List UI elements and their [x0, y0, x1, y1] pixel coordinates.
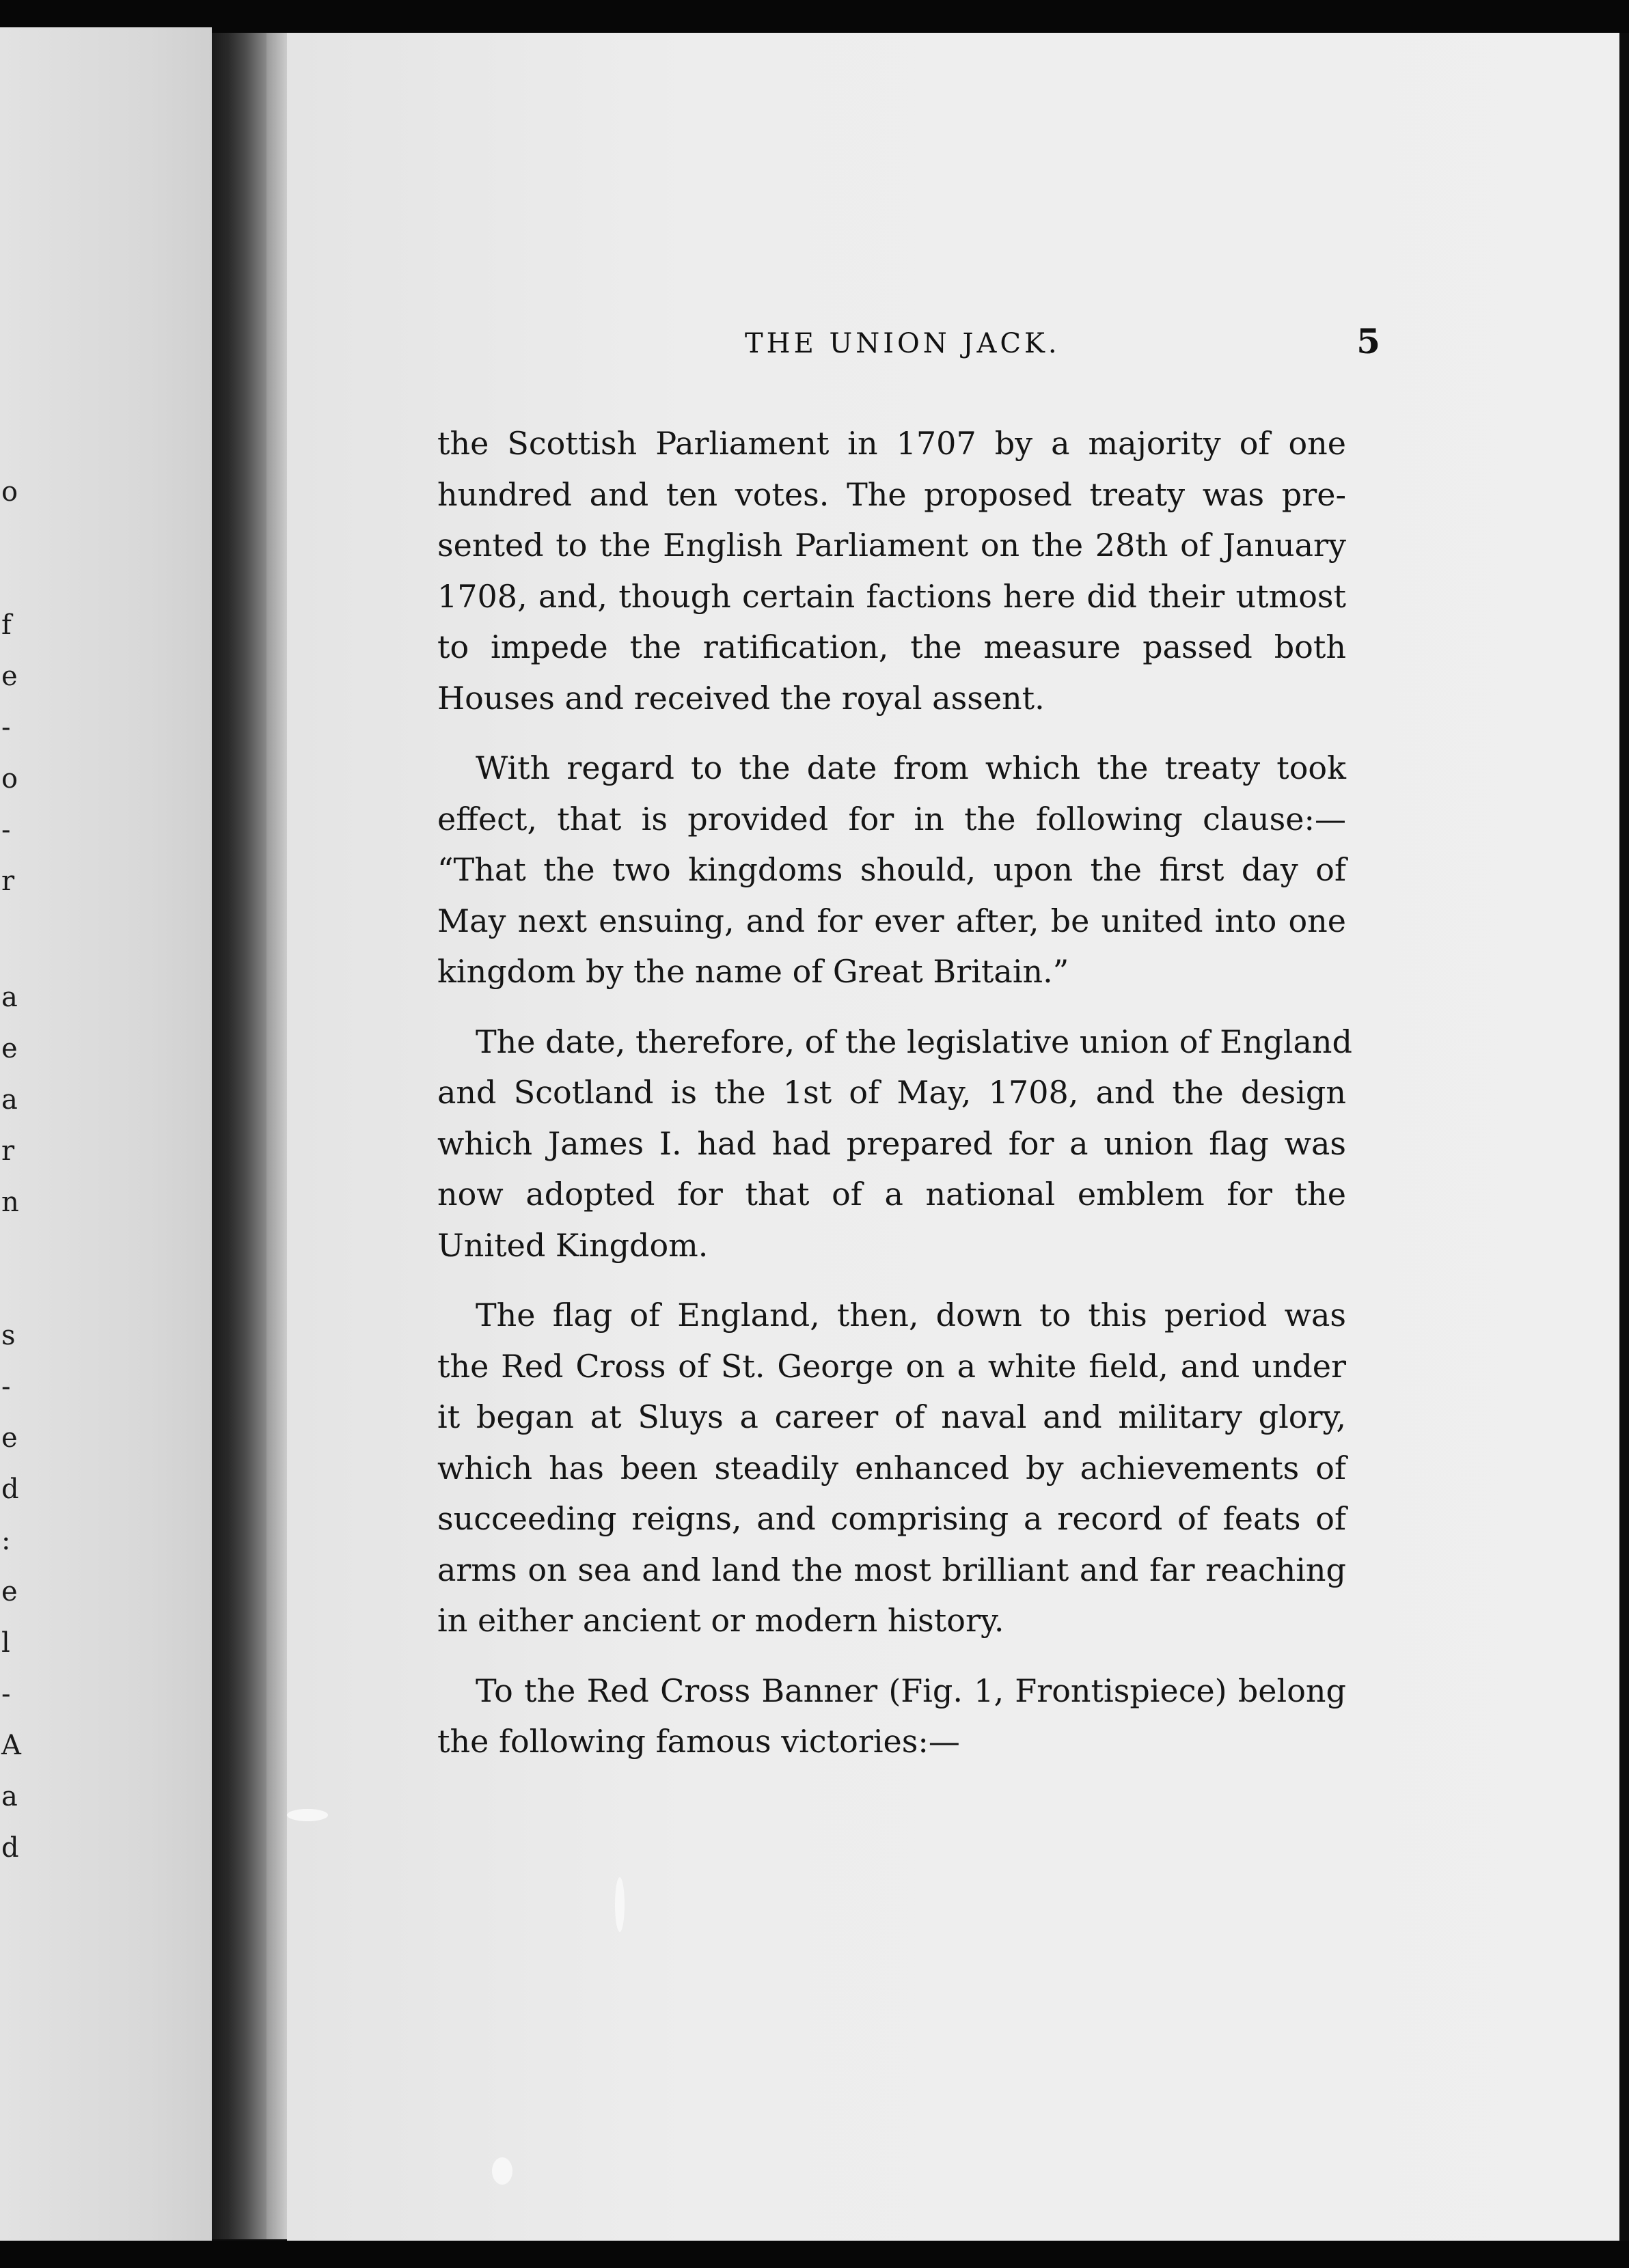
text-line: United Kingdom.	[437, 1226, 709, 1264]
text-line: now adopted for that of a national emblem for the	[437, 1176, 1346, 1213]
text-line: May next ensuing, and for ever after, be united into one	[437, 902, 1346, 939]
text-line: the following famous victories:—	[437, 1723, 960, 1760]
facing-page-margin-char: a	[1, 1084, 18, 1116]
facing-page-margin-char: -	[1, 712, 11, 743]
facing-page-margin-char: l	[1, 1627, 10, 1659]
text-line: sented to the English Parliament on the 28th of January	[437, 527, 1346, 564]
scan-top-edge	[0, 0, 1629, 33]
facing-page-margin-char: A	[1, 1730, 21, 1761]
paragraph	[437, 1290, 1346, 1646]
facing-page-margin-char: n	[1, 1187, 19, 1218]
text-line: to impede the ratification, the measure passed both	[437, 628, 1346, 665]
text-line: in either ancient or modern history.	[437, 1602, 1004, 1639]
paragraph	[437, 743, 1346, 997]
text-line: With regard to the date from which the treaty took	[476, 749, 1346, 786]
paragraph	[437, 1017, 1352, 1271]
text-line: 1708, and, though certain factions here did their utmost	[437, 577, 1346, 615]
facing-page-margin-char: -	[1, 1371, 11, 1402]
running-head	[458, 313, 1380, 374]
facing-page-margin-text	[0, 27, 20, 2241]
facing-page-margin-char: e	[1, 661, 18, 692]
text-line: it began at Sluys a career of naval and military glory,	[437, 1398, 1346, 1435]
text-line: kingdom by the name of Great Britain.”	[437, 953, 1069, 990]
facing-page-margin-char: o	[1, 763, 18, 794]
text-line: Houses and received the royal assent.	[437, 679, 1045, 717]
facing-page-margin-char: f	[1, 609, 12, 641]
page-number: 5	[1356, 321, 1380, 361]
text-line: To the Red Cross Banner (Fig. 1, Frontispiece) belong	[476, 1672, 1346, 1709]
text-line: arms on sea and land the most brilliant and far reaching	[437, 1551, 1346, 1588]
book-gutter-shadow	[212, 33, 266, 2239]
facing-page-margin-char: e	[1, 1033, 18, 1064]
text-line: and Scotland is the 1st of May, 1708, and the design	[437, 1074, 1346, 1111]
text-line: The flag of England, then, down to this period was	[476, 1297, 1346, 1333]
text-line: “That the two kingdoms should, upon the first day of	[437, 851, 1346, 888]
body-text	[437, 418, 1352, 1786]
text-line: which James I. had had prepared for a union flag was	[437, 1124, 1346, 1162]
text-line: the Scottish Parliament in 1707 by a majority of one	[437, 425, 1346, 462]
paper-speck	[492, 2157, 512, 2185]
facing-page-left	[0, 27, 212, 2241]
facing-page-margin-char: e	[1, 1576, 18, 1607]
running-head-title: THE UNION JACK.	[745, 328, 1060, 359]
paper-speck	[615, 1877, 625, 1932]
facing-page-margin-char: -	[1, 1678, 11, 1710]
facing-page-margin-char: r	[1, 1135, 15, 1167]
text-line: which has been steadily enhanced by achievements of	[437, 1449, 1346, 1486]
paragraph	[437, 418, 1346, 723]
facing-page-margin-char: -	[1, 814, 11, 846]
facing-page-margin-char: d	[1, 1832, 19, 1864]
facing-page-margin-char: :	[1, 1525, 11, 1556]
text-line: the Red Cross of St. George on a white field, and under	[437, 1347, 1346, 1385]
facing-page-margin-char: a	[1, 982, 18, 1013]
facing-page-margin-char: a	[1, 1781, 18, 1812]
paragraph	[437, 1665, 1346, 1767]
facing-page-margin-char: e	[1, 1422, 18, 1454]
text-line: effect, that is provided for in the following clause:—	[437, 800, 1346, 838]
paper-speck	[287, 1809, 328, 1821]
scan-bottom-edge	[0, 2241, 1629, 2268]
text-line: The date, therefore, of the legislative union of England	[476, 1023, 1352, 1060]
facing-page-margin-char: d	[1, 1474, 19, 1505]
text-line: succeeding reigns, and comprising a record of feats of	[437, 1500, 1346, 1537]
facing-page-margin-char: r	[1, 866, 15, 897]
facing-page-margin-char: o	[1, 476, 18, 508]
facing-page-margin-char: s	[1, 1320, 16, 1351]
text-line: hundred and ten votes. The proposed treaty was pre-	[437, 475, 1346, 513]
